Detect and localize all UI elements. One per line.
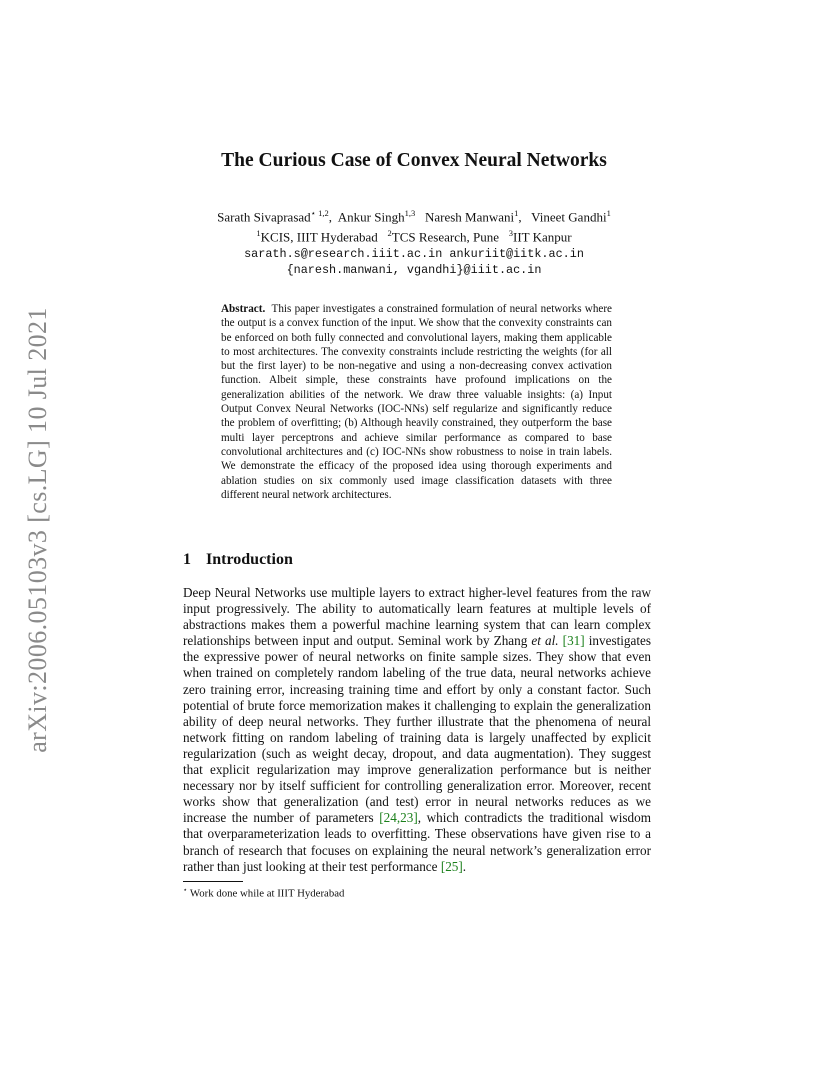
affiliation-mark: 2 bbox=[387, 228, 392, 239]
intro-text: Deep Neural Networks use multiple layers to extract higher-level features from the raw input progressively. The ability to automatically learn features at multiple levels of abstractions makes them a powerful machine learning system that can learn complex relationships between input and output. Seminal work by Zhang bbox=[183, 585, 651, 649]
abstract-label: Abstract. bbox=[221, 303, 266, 315]
author-affiliation-mark: 1 bbox=[606, 208, 611, 218]
arxiv-identifier-stamp bbox=[18, 300, 58, 760]
affiliation-name: IIT Kanpur bbox=[512, 229, 572, 245]
footnote-mark: ⋆ bbox=[183, 886, 188, 894]
affiliation-mark: 3 bbox=[508, 228, 513, 239]
citation-link[interactable]: [31] bbox=[562, 633, 585, 649]
author-affiliation-mark: ⋆ 1,2 bbox=[310, 208, 329, 218]
section-number: 1 bbox=[183, 551, 191, 568]
abstract bbox=[221, 302, 612, 502]
introduction-paragraph bbox=[183, 585, 651, 875]
paper-title: The Curious Case of Convex Neural Networks bbox=[221, 150, 607, 171]
affiliations bbox=[0, 225, 828, 245]
citation-link[interactable]: [24,23] bbox=[379, 810, 418, 826]
footnote bbox=[183, 886, 344, 900]
affiliation-mark: 1 bbox=[256, 228, 261, 239]
section-heading bbox=[183, 551, 293, 569]
author-affiliation-mark: 1 bbox=[514, 208, 519, 218]
arxiv-identifier-text: arXiv:2006.05103v3 [cs.LG] 10 Jul 2021 bbox=[23, 307, 53, 753]
section-title: Introduction bbox=[206, 551, 293, 568]
intro-text: . bbox=[462, 858, 467, 874]
email-line: sarath.s@research.iiit.ac.in ankuriit@iitk.ac.in bbox=[244, 246, 584, 261]
footnote-text: Work done while at IIIT Hyderabad bbox=[189, 887, 345, 900]
affiliation-name: KCIS, IIIT Hyderabad bbox=[260, 229, 378, 245]
author-names: Sarath Sivaprasad$^{⋆ 1,2}$, Ankur Singh$^{1,3}$ Naresh Manwani$^1$, Vineet Gandhi$^1$ bbox=[217, 208, 611, 225]
author-name: Sarath Sivaprasad bbox=[217, 209, 311, 225]
author-block bbox=[0, 205, 828, 278]
intro-text: investigates the expressive power of neural networks on finite sample sizes. They show that even when trained on completely random labeling of the true data, neural networks achieve zero training error, increasing training time and effort by only a constant factor. Such potential of brute force memorization makes it challenging to explain the generalization ability of deep neural networks. They further illustrate that the phenomena of neural network fitting on random labeling of training data is largely unaffected by explicit regularization (such as weight decay, dropout, and data augmentation). They suggest that explicit regularization may improve generalization performance but is neither necessary nor by itself sufficient for controlling generalization error. Moreover, recent works show that generalization (and test) error in neural networks reduces as we increase the number of parameters bbox=[183, 633, 651, 826]
author-name: Vineet Gandhi bbox=[531, 209, 607, 225]
author-name: Naresh Manwani bbox=[424, 209, 515, 225]
author-affiliation-mark: 1,3 bbox=[404, 208, 416, 218]
abstract-text: This paper investigates a constrained formulation of neural networks where the output is a convex function of the input. We show that the convexity constraints can be enforced on both fully connected and convolutional layers, making them applicable to most architectures. The convexity constraints include restricting the weights (for all but the first layer) to be non-negative and using a non-decreasing convex activation function. Albeit simple, these constraints have profound implications on the generalization abilities of the network. We draw three valuable insights: (a) Input Output Convex Neural Networks (IOC-NNs) self regularize and significantly reduce the problem of overfitting; (b) Although heavily constrained, they outperform the base multi layer perceptrons and achieve similar performance as compared to base convolutional architectures and (c) IOC-NNs show robustness to noise in train labels. We demonstrate the efficacy of the proposed idea using thorough experiments and ablation studies on six commonly used image classification datasets with three different neural network architectures. bbox=[221, 303, 612, 501]
intro-text: , which contradicts the traditional wisdom that overparameterization leads to overfitting. These observations have given rise to a branch of research that focuses on explaining the neural network’s generalization error rather than just looking at their test performance bbox=[183, 810, 651, 874]
email-line: {naresh.manwani, vgandhi}@iiit.ac.in bbox=[286, 262, 542, 277]
author-name: Ankur Singh bbox=[337, 209, 405, 225]
affiliation-name: TCS Research, Pune bbox=[391, 229, 499, 245]
citation-link[interactable]: [25] bbox=[440, 858, 463, 874]
footnote-divider bbox=[183, 881, 243, 882]
intro-emphasis: et al. bbox=[531, 633, 559, 649]
